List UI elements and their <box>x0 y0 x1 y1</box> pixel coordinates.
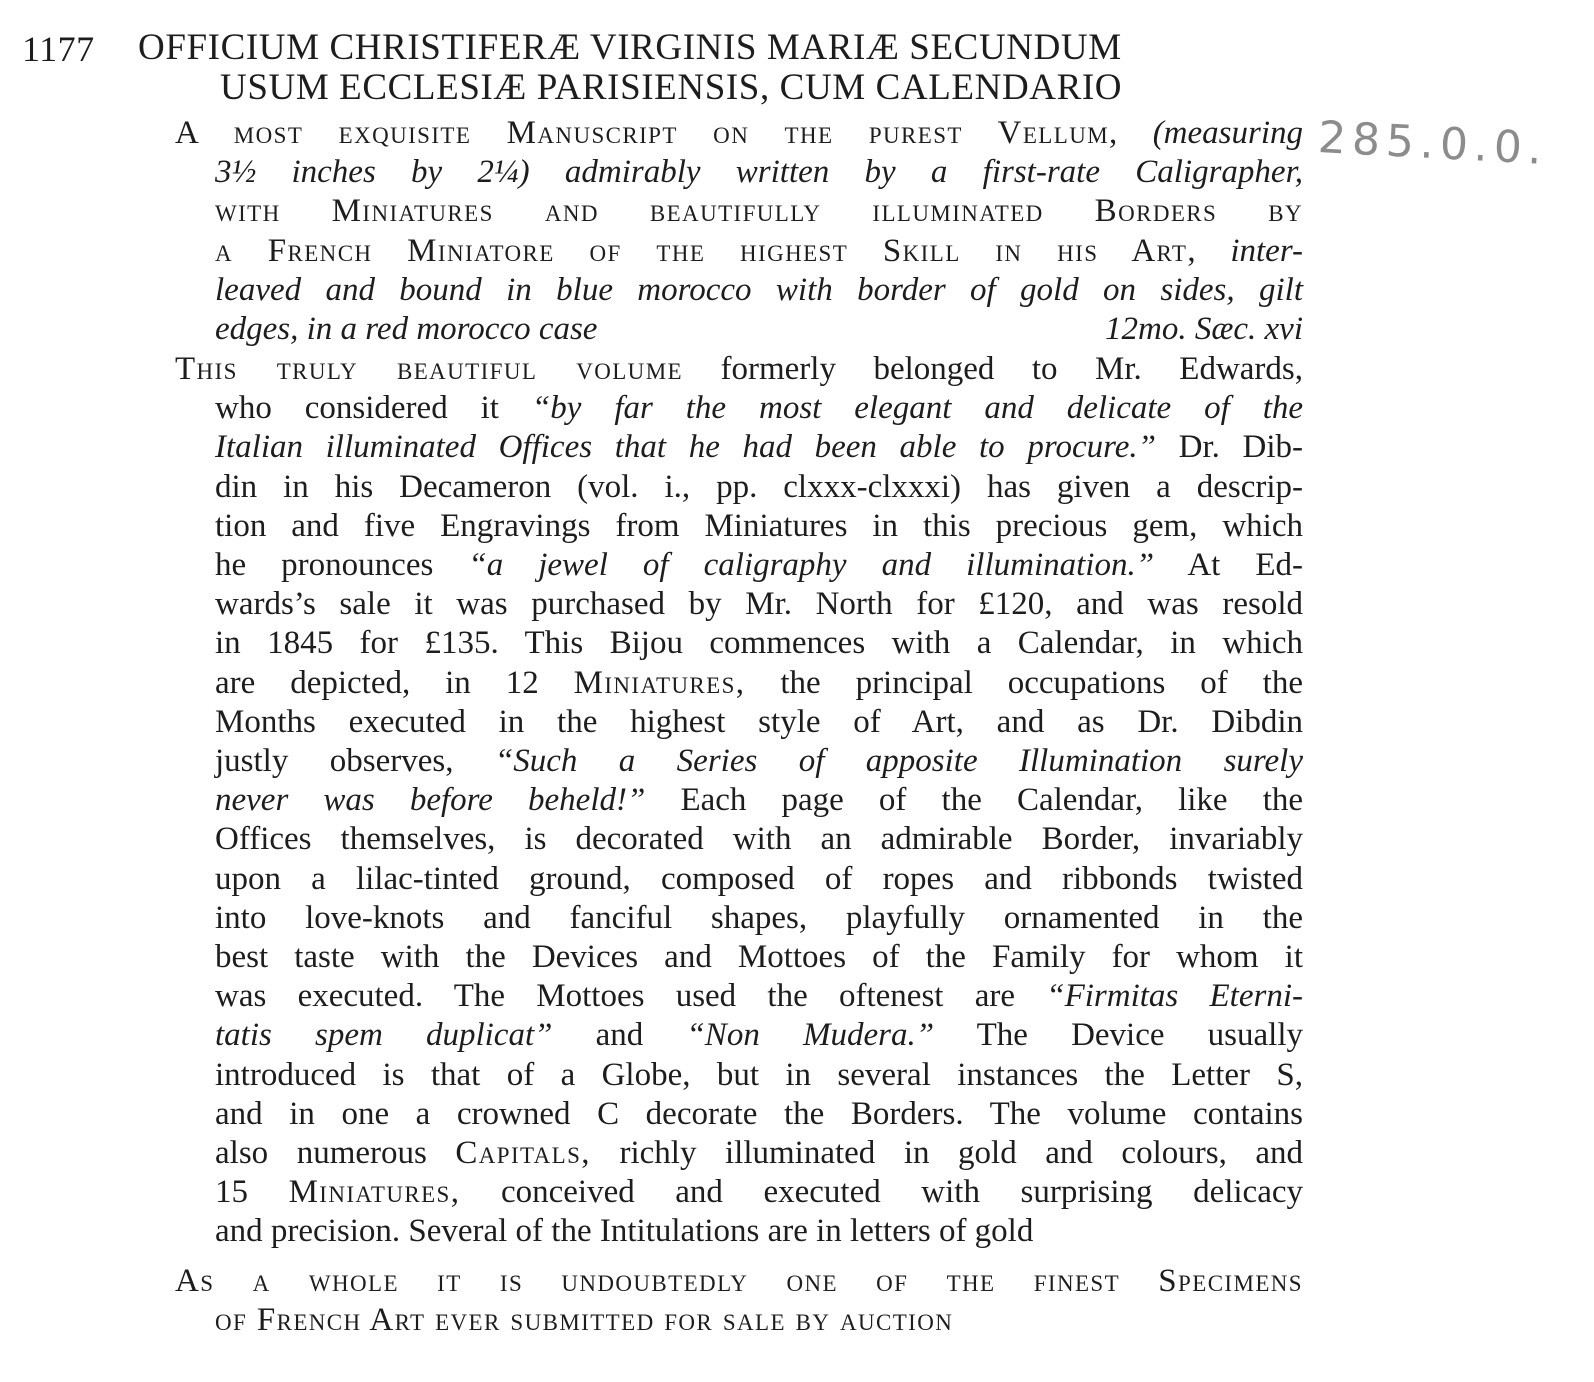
note-line: and in one a crowned C decorate the Borders. The volume contains <box>215 1095 1303 1132</box>
note-line: best taste with the Devices and Mottoes of the Family for whom it <box>215 939 1303 976</box>
italic-text: Italian illuminated Offices that he had been able to procure.” <box>215 429 1156 466</box>
text-run: 15 <box>215 1174 248 1211</box>
small-caps-text: A most exquisite Manuscript on the purest Vellum, <box>175 115 1119 151</box>
italic-text: “Such a Series of apposite Illumination surely <box>494 743 1303 780</box>
text-run: also numerous <box>215 1135 427 1172</box>
note-line <box>175 546 1303 585</box>
text-run: Each page of the Calendar, like the <box>680 782 1304 819</box>
note-line <box>175 428 1303 467</box>
title-line: OFFICIUM CHRISTIFERÆ VIRGINIS MARIÆ SECUNDUM <box>138 27 1122 68</box>
small-caps-text: Miniatures, <box>573 664 746 701</box>
text-run: was executed. The Mottoes used the oftenest are <box>215 978 1015 1015</box>
text-run: the principal occupations of the <box>780 664 1303 701</box>
text-run: The Device usually <box>976 1017 1304 1054</box>
italic-text: 3½ inches by 2¼) admirably written by a first-rate Caligrapher, <box>215 154 1303 191</box>
closing-line <box>175 1301 1303 1340</box>
note-line <box>175 664 1303 703</box>
small-caps-text: with Miniatures and beautifully illuminated Borders by <box>215 193 1303 230</box>
italic-text: never was before beheld!” <box>215 782 646 819</box>
text-run: justly observes, <box>215 743 454 780</box>
note-line: into love-knots and fanciful shapes, playfully ornamented in the <box>215 899 1303 936</box>
text-run: and <box>595 1017 644 1054</box>
text-run: are depicted, in 12 <box>215 664 539 701</box>
lot-note <box>175 350 1303 1252</box>
note-line <box>175 781 1303 820</box>
description-line <box>175 192 1303 231</box>
italic-text: (measuring <box>1152 115 1304 151</box>
text-run: he pronounces <box>215 547 434 584</box>
text-run: Dr. Dib- <box>1178 429 1304 466</box>
text-run: who considered it <box>215 390 499 427</box>
note-line: Offices themselves, is decorated with an admirable Border, invariably <box>215 821 1303 858</box>
note-line: introduced is that of a Globe, but in several instances the Letter S, <box>215 1056 1303 1093</box>
note-line: tion and five Engravings from Miniatures in this precious gem, which <box>215 507 1303 544</box>
italic-text: tatis spem duplicat” <box>215 1017 553 1054</box>
italic-text: “Non Mudera.” <box>686 1017 935 1054</box>
italic-text: leaved and bound in blue morocco with border of gold on sides, gilt <box>215 271 1303 308</box>
text-run: formerly belonged to Mr. Edwards, <box>720 351 1304 387</box>
note-line: Months executed in the highest style of Art, and as Dr. Dibdin <box>215 703 1303 740</box>
italic-text: “by far the most elegant and delicate of the <box>531 390 1304 427</box>
description-line <box>175 232 1303 271</box>
small-caps-text: a French Miniatore of the highest Skill in his Art, <box>215 232 1198 269</box>
note-line <box>175 742 1303 781</box>
note-line <box>175 1173 1303 1212</box>
lot-title <box>138 28 1338 108</box>
lot-description <box>175 114 1303 349</box>
small-caps-text: of French Art ever submitted for sale by auction <box>215 1302 954 1339</box>
note-line: and precision. Several of the Intitulations are in letters of gold <box>215 1213 1034 1250</box>
note-line: din in his Decameron (vol. i., pp. clxxx-clxxxi) has given a descrip- <box>215 468 1303 505</box>
italic-text: “Firmitas Eterni- <box>1046 978 1303 1015</box>
note-line: in 1845 for £135. This Bijou commences with a Calendar, in which <box>215 625 1303 662</box>
text-run: conceived and executed with surprising delicacy <box>500 1174 1303 1211</box>
small-caps-text: As a whole it is undoubtedly one of the finest Specimens <box>175 1263 1303 1299</box>
note-line: wards’s sale it was purchased by Mr. North for £120, and was resold <box>215 586 1303 623</box>
small-caps-text: This truly beautiful volume <box>175 351 683 387</box>
book-format: 12mo. Sæc. xvi <box>1105 311 1303 348</box>
handwritten-price-annotation: 285.0.0. <box>1316 112 1550 175</box>
lot-number: 1177 <box>22 29 95 69</box>
small-caps-text: Capitals, <box>455 1135 591 1172</box>
note-line: upon a lilac-tinted ground, composed of ropes and ribbonds twisted <box>215 860 1303 897</box>
lot-closing-remark <box>175 1262 1303 1340</box>
title-line: USUM ECCLESIÆ PARISIENSIS, CUM CALENDARIO <box>220 67 1123 108</box>
note-line <box>175 350 1303 389</box>
italic-text: “a jewel of caligraphy and illumination.” <box>468 547 1155 584</box>
text-run: At Ed- <box>1187 547 1303 584</box>
text-run: richly illuminated in gold and colours, and <box>619 1135 1303 1172</box>
note-line <box>175 389 1303 428</box>
italic-text: inter- <box>1230 232 1303 269</box>
description-line <box>175 114 1303 153</box>
italic-text: edges, in a red morocco case <box>215 311 598 348</box>
closing-line <box>175 1262 1303 1301</box>
description-line <box>175 310 1303 349</box>
small-caps-text: Miniatures, <box>288 1174 461 1211</box>
description-line <box>175 153 1303 192</box>
note-line <box>175 1134 1303 1173</box>
note-line <box>175 1016 1303 1055</box>
note-line <box>175 977 1303 1016</box>
description-line <box>175 271 1303 310</box>
